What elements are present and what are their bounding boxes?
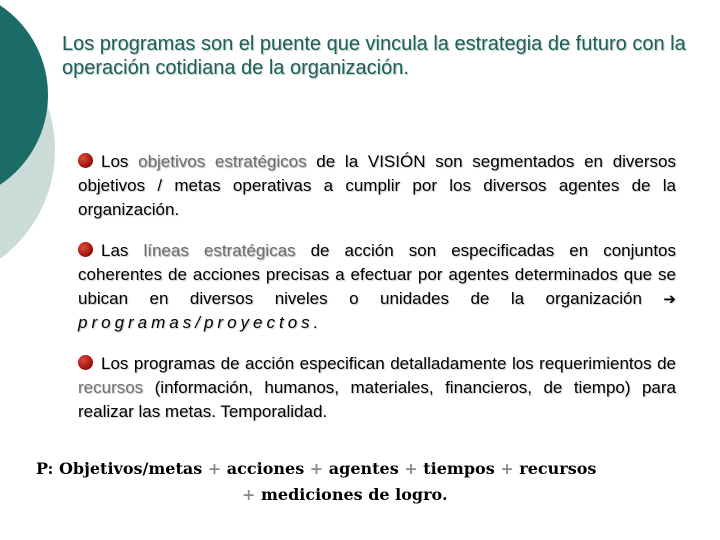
plus-icon: + bbox=[404, 459, 418, 478]
term-objetivos: Objetivos/metas bbox=[58, 459, 203, 478]
bullet-icon bbox=[78, 153, 93, 168]
bullet-icon bbox=[78, 242, 93, 257]
p1-post: de la VISIÓN son segmentados en diversos objetivos / metas operativas a cumplir por los diversos agentes de la organización. bbox=[78, 152, 676, 219]
plus-icon: + bbox=[309, 459, 324, 478]
keyword-objetivos: objetivos estratégicos bbox=[138, 152, 307, 171]
term-acciones: acciones bbox=[226, 459, 305, 478]
p3-pre: Los programas de acción especifican detalladamente los requerimientos de bbox=[101, 354, 676, 373]
term-mediciones: mediciones de logro. bbox=[260, 485, 448, 504]
page-title: Los programas son el puente que vincula la estrategia de futuro con la operación cotidiana de la organización. bbox=[62, 33, 686, 79]
paragraph-programas bbox=[78, 352, 676, 424]
p2-pre: Las bbox=[101, 241, 144, 260]
paragraph-lineas bbox=[78, 239, 676, 335]
plus-icon: + bbox=[207, 459, 222, 478]
paragraph-objetivos bbox=[78, 150, 676, 222]
keyword-lineas: líneas estratégicas bbox=[143, 241, 296, 260]
arrow-right-icon: ➔ bbox=[663, 290, 676, 308]
term-recursos: recursos bbox=[519, 459, 597, 478]
keyword-recursos: recursos bbox=[78, 378, 144, 397]
term-agentes: agentes bbox=[328, 459, 399, 478]
plus-icon: + bbox=[242, 485, 256, 504]
p1-pre: Los bbox=[101, 152, 139, 171]
term-tiempos: tiempos bbox=[423, 459, 495, 478]
decorative-circles bbox=[0, 0, 60, 300]
p2-post: de acción son especificadas en conjuntos coherentes de acciones precisas a efectuar por agentes determinados que se ubican en diversos niveles o unidades de la organización bbox=[78, 241, 676, 308]
p3-post: (información, humanos, materiales, financieros, de tiempo) para realizar las metas. Temporalidad. bbox=[78, 378, 676, 421]
programas-proyectos: programas/proyectos. bbox=[78, 313, 323, 332]
bullet-icon bbox=[78, 355, 93, 370]
summary-line-2 bbox=[36, 482, 696, 508]
summary-formula bbox=[36, 456, 696, 508]
summary-prefix: P: bbox=[36, 459, 54, 478]
plus-icon: + bbox=[500, 459, 514, 478]
